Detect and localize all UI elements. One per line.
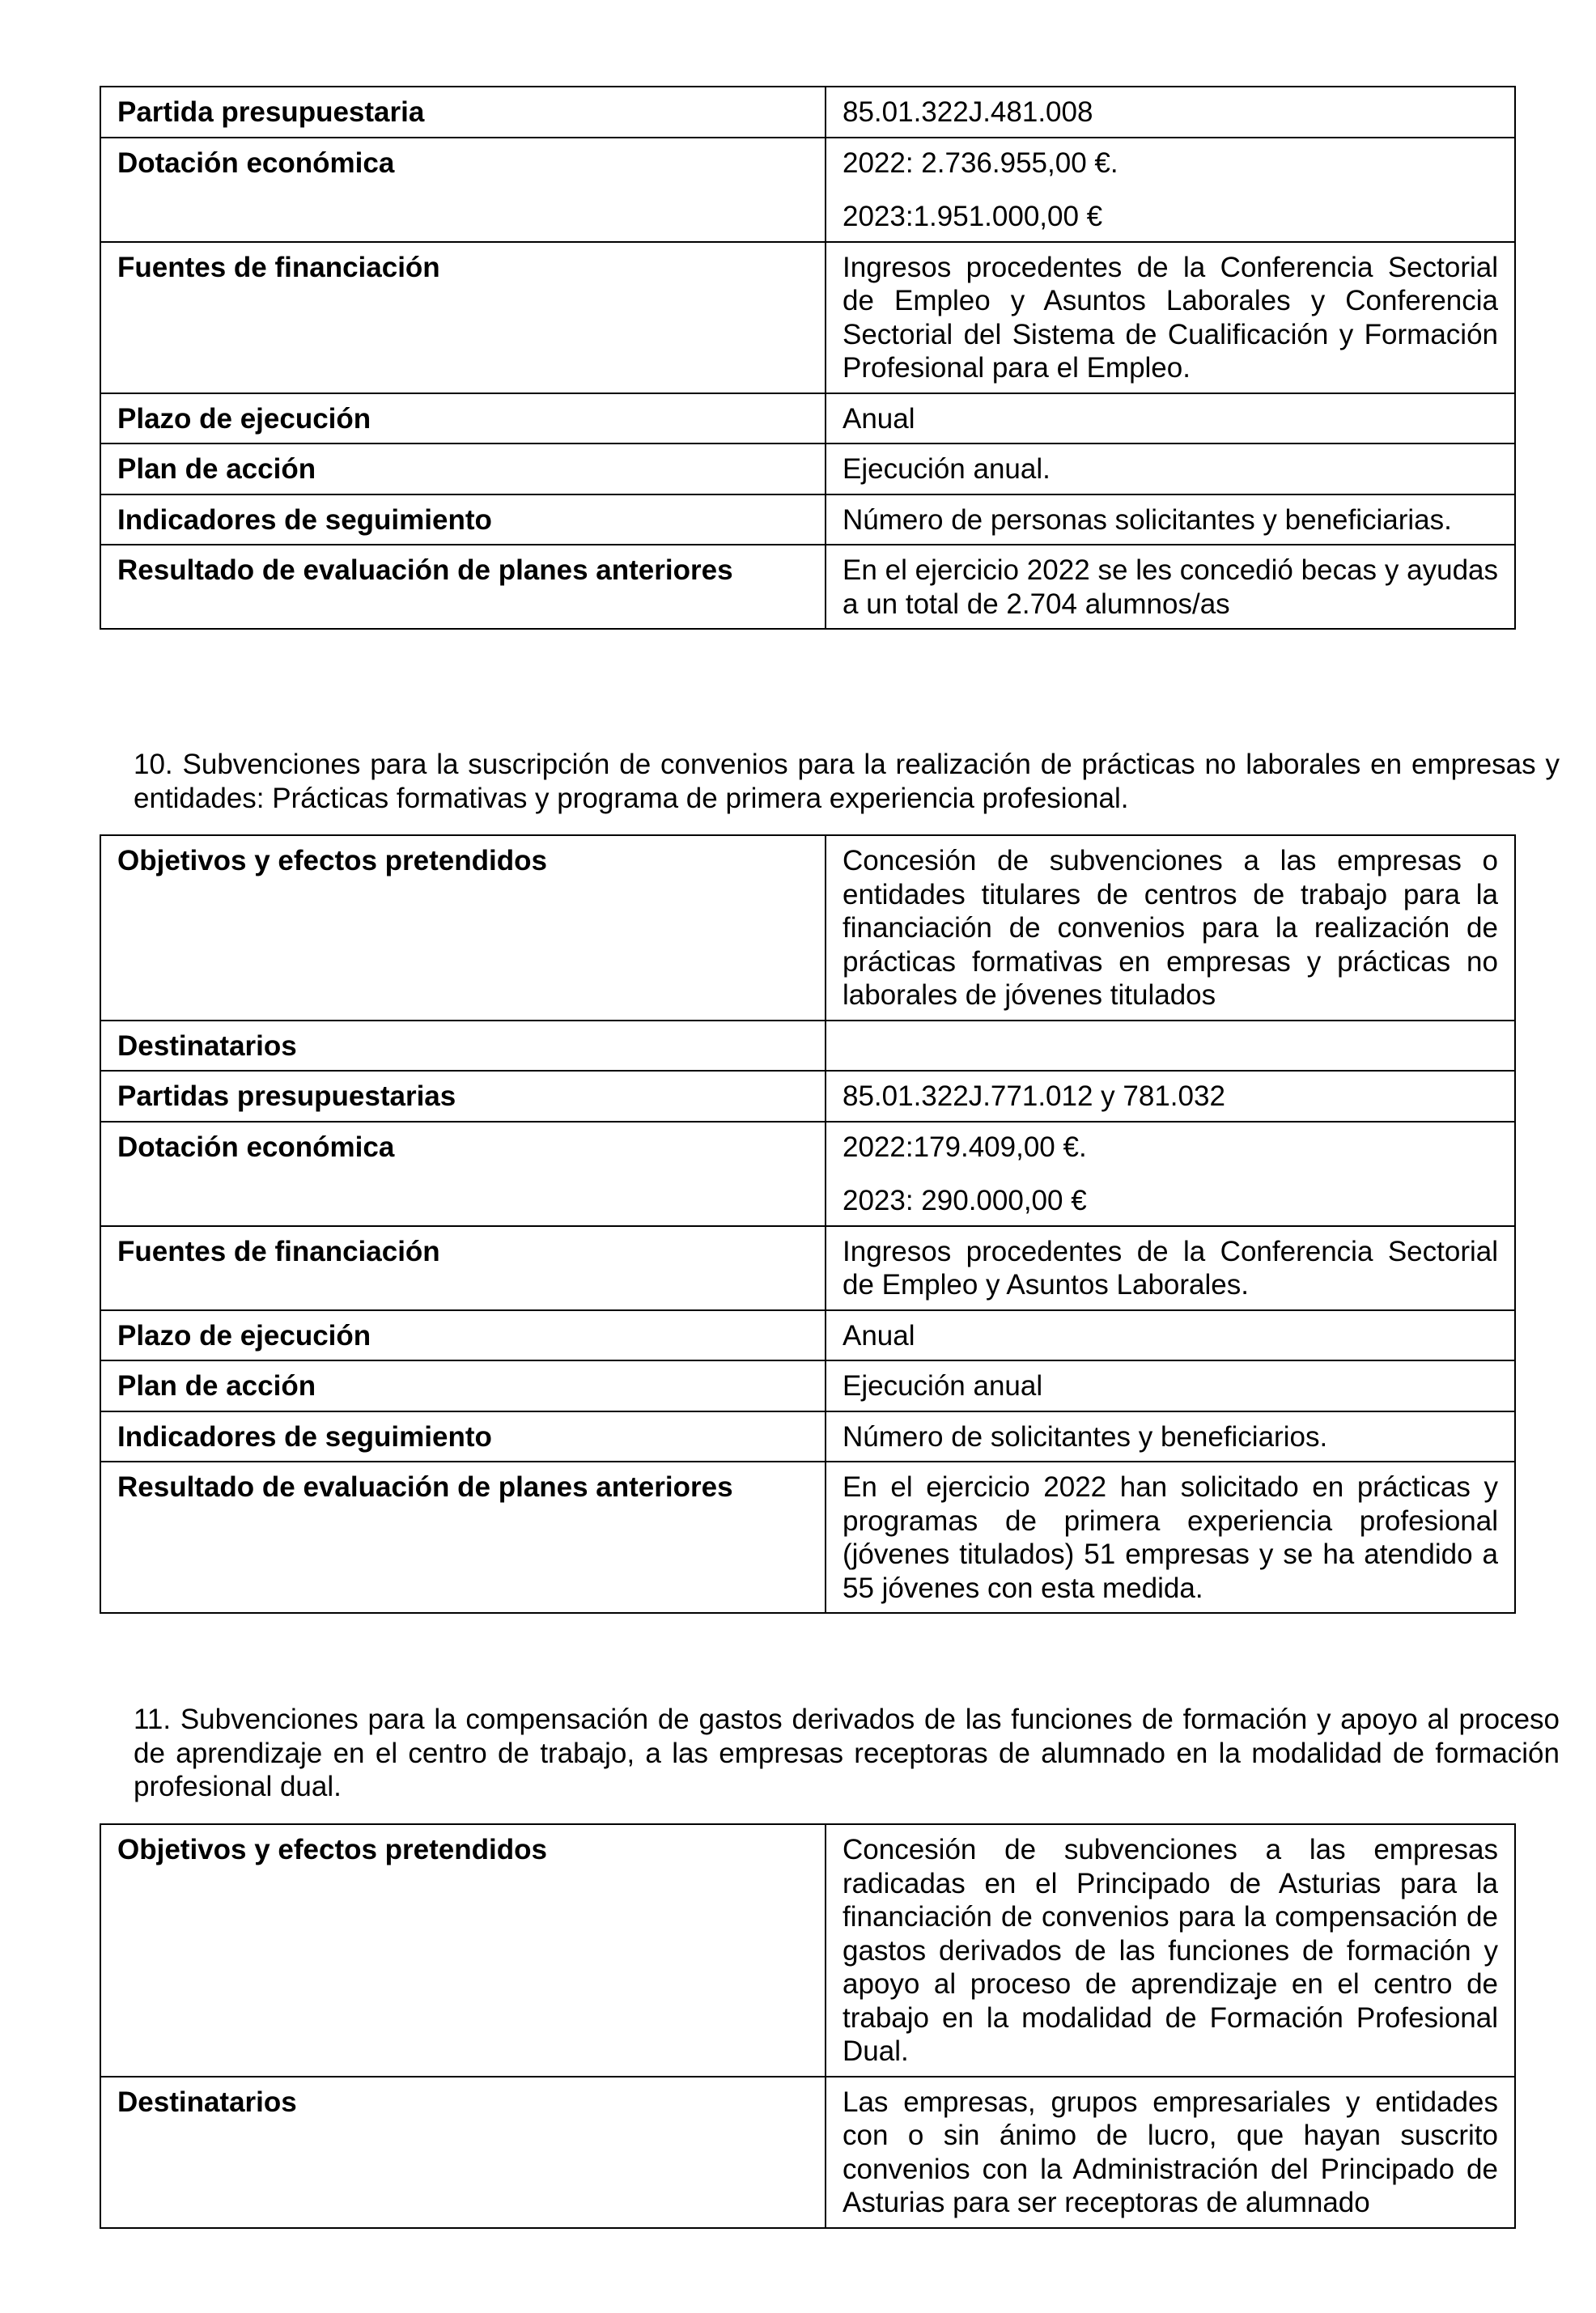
table-row [100,835,1515,1021]
row-value-text: Concesión de subvenciones a las empresas radicadas en el Principado de Asturias para la financiación de convenios para la compensación de gastos derivados de las funciones de formación y apoyo al proceso de aprendizaje en el centro de trabajo en la modalidad de Formación Profesional Dual. [843,1834,1498,2067]
row-label: Partida presupuestaria [100,87,826,138]
table-row [100,2077,1515,2228]
table-row [100,1310,1515,1361]
row-value [826,1071,1515,1122]
row-value [826,2077,1515,2228]
row-label: Destinatarios [100,1021,826,1072]
row-value [826,87,1515,138]
row-value-text: 85.01.322J.771.012 y 781.032 [843,1080,1225,1112]
table-body [100,1824,1515,2228]
row-value [826,835,1515,1021]
row-label: Objetivos y efectos pretendidos [100,1824,826,2077]
row-label: Partidas presupuestarias [100,1071,826,1122]
row-value-text: 2023:1.951.000,00 € [843,201,1103,232]
table-section-11 [100,1823,1516,2229]
row-value-text: En el ejercicio 2022 han solicitado en prácticas y programas de primera experiencia profesional (jóvenes titulados) 51 empresas y se ha atendido a 55 jóvenes con esta medida. [843,1471,1498,1604]
row-label: Resultado de evaluación de planes anteriores [100,545,826,629]
row-value-text: En el ejercicio 2022 se les concedió becas y ayudas a un total de 2.704 alumnos/as [843,554,1498,620]
row-value [826,1462,1515,1613]
row-label: Resultado de evaluación de planes anteriores [100,1462,826,1613]
table-row [100,242,1515,393]
row-value-text: Anual [843,402,915,435]
row-value-text: Anual [843,1319,915,1352]
row-value [826,242,1515,393]
row-label: Dotación económica [100,138,826,242]
row-value [826,1310,1515,1361]
row-value [826,1226,1515,1310]
row-label: Plazo de ejecución [100,393,826,444]
row-value-text: 85.01.322J.481.008 [843,96,1093,128]
table-row [100,1122,1515,1226]
table-row [100,494,1515,545]
table-row [100,1360,1515,1411]
row-value-text: Número de solicitantes y beneficiarios. [843,1420,1328,1453]
row-value-text: Ingresos procedentes de la Conferencia Sectorial de Empleo y Asuntos Laborales. [843,1235,1498,1301]
table-row [100,393,1515,444]
row-value-text: Concesión de subvenciones a las empresas o entidades titulares de centros de trabajo para la financiación de convenios para la realización de prácticas formativas en empresas y prácticas no laborales de jóvenes titulados [843,845,1498,1011]
table-row [100,1021,1515,1072]
section-11-heading: 11. Subvenciones para la compensación de gastos derivados de las funciones de formación y apoyo al proceso de aprendizaje en el centro de trabajo, a las empresas receptoras de alumnado en la modalidad de formación profesional dual. [134,1704,1560,1802]
row-label: Plan de acción [100,444,826,494]
row-label: Fuentes de financiación [100,242,826,393]
table-body [100,87,1515,629]
row-value-text: Ejecución anual [843,1370,1043,1402]
row-value-text: Número de personas solicitantes y beneficiarias. [843,503,1452,536]
table-row [100,1462,1515,1613]
row-value [826,1411,1515,1462]
table-row [100,1226,1515,1310]
row-label: Plan de acción [100,1360,826,1411]
row-value [826,545,1515,629]
row-value-text [843,1029,1498,1063]
row-value [826,494,1515,545]
row-label: Dotación económica [100,1122,826,1226]
row-value-text: 2022: 2.736.955,00 €. [843,146,1118,179]
table-row [100,444,1515,494]
row-label: Indicadores de seguimiento [100,494,826,545]
row-value [826,393,1515,444]
table-row [100,545,1515,629]
section-10-heading: 10. Subvenciones para la suscripción de convenios para la realización de prácticas no laborales en empresas y entidades: Prácticas formativas y programa de primera experiencia profesional. [134,749,1560,814]
row-value [826,1360,1515,1411]
row-label: Plazo de ejecución [100,1310,826,1361]
table-body [100,835,1515,1613]
row-value [826,444,1515,494]
row-label: Objetivos y efectos pretendidos [100,835,826,1021]
row-value-text: Ingresos procedentes de la Conferencia Sectorial de Empleo y Asuntos Laborales y Conferencia Sectorial del Sistema de Cualificación y Formación Profesional para el Empleo. [843,251,1498,384]
row-value-text: 2023: 290.000,00 € [843,1185,1087,1216]
row-value-text: 2022:179.409,00 €. [843,1131,1087,1163]
row-value [826,1021,1515,1072]
table-row [100,1411,1515,1462]
table-budget-section-9 [100,86,1516,630]
row-value-text: Las empresas, grupos empresariales y entidades con o sin ánimo de lucro, que hayan suscrito convenios con la Administración del Principado de Asturias para ser receptoras de alumnado [843,2086,1498,2218]
row-value [826,138,1515,242]
row-value-text: Ejecución anual. [843,453,1051,485]
row-value [826,1122,1515,1226]
row-label: Destinatarios [100,2077,826,2228]
table-row [100,1071,1515,1122]
row-label: Indicadores de seguimiento [100,1411,826,1462]
table-row [100,138,1515,242]
row-label: Fuentes de financiación [100,1226,826,1310]
row-value [826,1824,1515,2077]
table-row [100,87,1515,138]
table-section-10 [100,834,1516,1614]
table-row [100,1824,1515,2077]
